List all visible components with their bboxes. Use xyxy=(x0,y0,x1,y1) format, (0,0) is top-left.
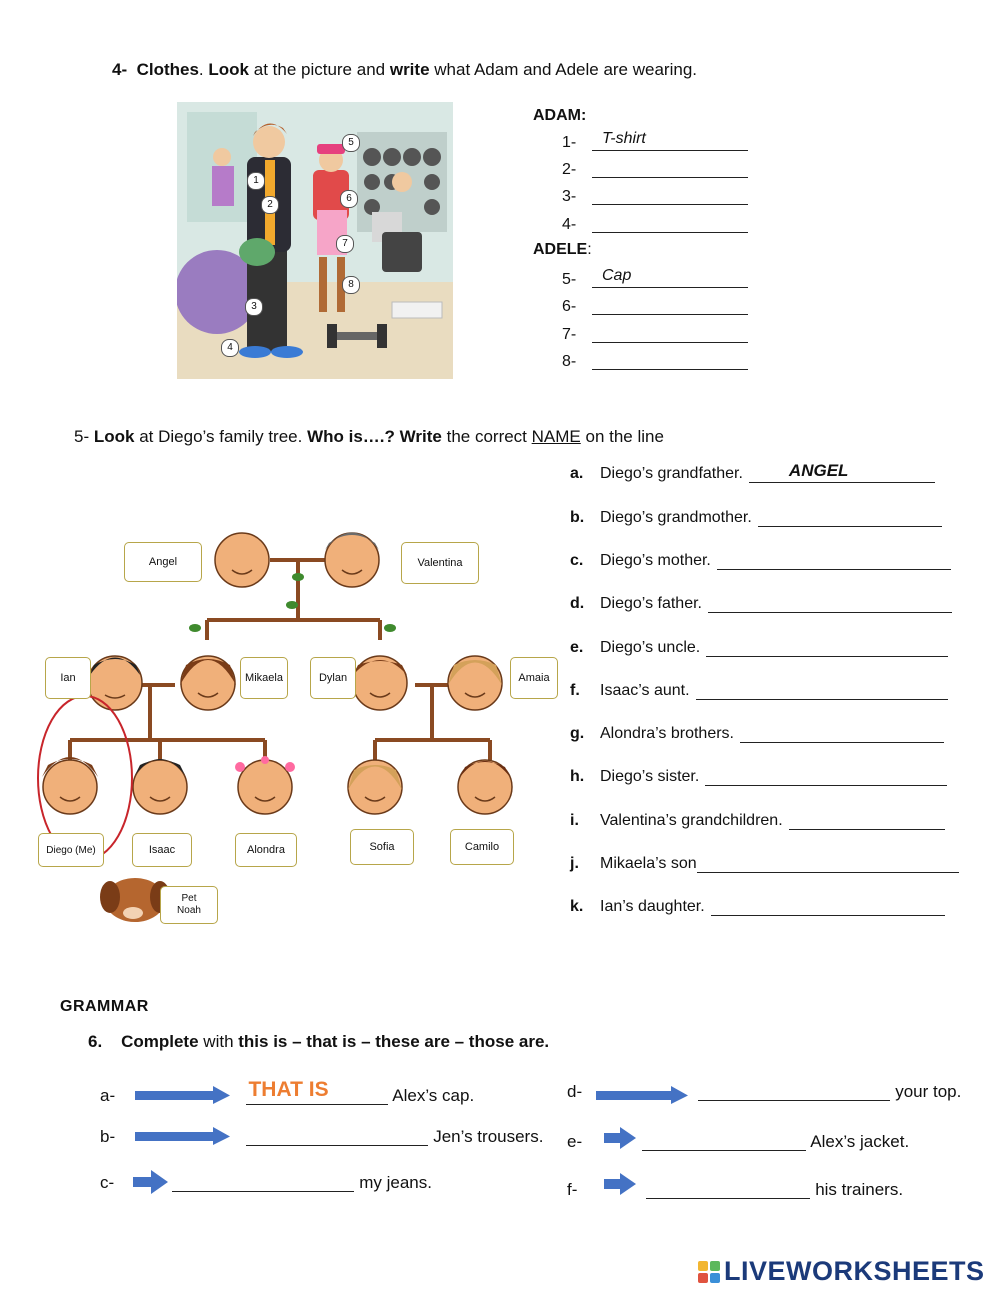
adele-label: ADELE: xyxy=(533,241,592,258)
answer-field-8[interactable] xyxy=(592,351,748,370)
answer-field-i[interactable] xyxy=(789,811,945,830)
word-look: Look xyxy=(93,427,135,446)
grammar-row-b: b- Jen’s trousers. xyxy=(100,1127,544,1146)
word-who-is: Who is….? xyxy=(307,427,395,446)
gym-picture xyxy=(177,102,453,379)
picture-number-8: 8 xyxy=(342,276,360,294)
tree-label-alondra: Alondra xyxy=(235,833,297,867)
answer-row-6: 6- xyxy=(562,296,748,316)
answer-row-7: 7- xyxy=(562,324,748,344)
picture-number-6: 6 xyxy=(340,190,358,208)
section5-instruction: 5- Look at Diego’s family tree. Who is….? Write the correct NAME on the line xyxy=(74,427,664,446)
question-g: g. Alondra’s brothers. xyxy=(570,724,944,743)
arrow-right-icon xyxy=(604,1127,636,1149)
logo-mark-icon xyxy=(698,1261,720,1283)
answer-field-3[interactable] xyxy=(592,186,748,205)
word-write: Write xyxy=(399,427,442,446)
word-complete: Complete xyxy=(121,1032,199,1051)
tree-label-isaac: Isaac xyxy=(132,833,192,867)
tree-label-dylan: Dylan xyxy=(310,657,356,699)
answer-field-k[interactable] xyxy=(711,897,945,916)
answer-field-e[interactable] xyxy=(706,638,948,657)
answer-field-grammar-c[interactable] xyxy=(172,1173,354,1192)
grammar-row-f: f- his trainers. xyxy=(567,1173,903,1200)
section6-number: 6. xyxy=(88,1032,103,1051)
answer-field-grammar-e[interactable] xyxy=(642,1132,806,1151)
question-e: e. Diego’s uncle. xyxy=(570,638,948,657)
answer-row-5: 5- Cap xyxy=(562,269,748,289)
tree-label-angel: Angel xyxy=(124,542,202,582)
question-h: h. Diego’s sister. xyxy=(570,767,947,786)
picture-number-3: 3 xyxy=(245,298,263,316)
section4-number: 4- xyxy=(112,60,128,79)
answer-row-1: 1- T-shirt xyxy=(562,132,748,152)
answer-row-8: 8- xyxy=(562,351,748,371)
adam-label: ADAM: xyxy=(533,107,587,124)
answer-row-3: 3- xyxy=(562,186,748,206)
word-clothes: Clothes xyxy=(136,60,199,79)
instruction-mid: at the picture and xyxy=(253,60,386,79)
answer-field-b[interactable] xyxy=(758,508,942,527)
tree-label-amaia: Amaia xyxy=(510,657,558,699)
family-tree-branches xyxy=(20,515,565,935)
section5-number: 5- xyxy=(74,427,90,446)
answer-field-g[interactable] xyxy=(740,724,944,743)
answer-field-c[interactable] xyxy=(717,551,951,570)
answer-field-5[interactable]: Cap xyxy=(592,269,748,288)
answer-row-2: 2- xyxy=(562,159,748,179)
tree-label-valentina: Valentina xyxy=(401,542,479,584)
answer-field-2[interactable] xyxy=(592,159,748,178)
tree-label-mikaela: Mikaela xyxy=(240,657,288,699)
tree-label-pet: Pet Noah xyxy=(160,886,218,924)
word-name: NAME xyxy=(531,427,581,446)
grammar-row-a: a- THAT IS Alex’s cap. xyxy=(100,1078,475,1105)
picture-number-4: 4 xyxy=(221,339,239,357)
arrow-right-icon xyxy=(596,1086,688,1104)
question-b: b. Diego’s grandmother. xyxy=(570,508,942,527)
answer-row-4: 4- xyxy=(562,214,748,234)
picture-number-7: 7 xyxy=(336,235,354,253)
question-c: c. Diego’s mother. xyxy=(570,551,951,570)
answer-field-6[interactable] xyxy=(592,296,748,315)
question-f: f. Isaac’s aunt. xyxy=(570,681,948,700)
dot: . xyxy=(198,60,204,79)
answer-field-j[interactable] xyxy=(697,854,959,873)
liveworksheets-logo: LIVEWORKSHEETS xyxy=(698,1256,985,1287)
word-write: write xyxy=(389,60,430,79)
grammar-row-d: d- your top. xyxy=(567,1082,961,1104)
answer-field-d[interactable] xyxy=(708,594,952,613)
gym-illustration xyxy=(177,102,453,379)
tree-label-diego: Diego (Me) xyxy=(38,833,104,867)
family-tree xyxy=(20,515,565,935)
question-a: a. Diego’s grandfather. ANGEL xyxy=(570,464,935,483)
arrow-right-icon xyxy=(135,1127,230,1145)
picture-number-2: 2 xyxy=(261,196,279,214)
picture-number-1: 1 xyxy=(247,172,265,190)
answer-field-grammar-b[interactable] xyxy=(246,1127,428,1146)
arrow-right-icon xyxy=(133,1170,168,1194)
question-j: j. Mikaela’s son xyxy=(570,854,959,873)
tree-label-sofia: Sofia xyxy=(350,829,414,865)
answer-field-grammar-a[interactable]: THAT IS xyxy=(246,1086,388,1105)
answer-field-1[interactable]: T-shirt xyxy=(592,132,748,151)
question-k: k. Ian’s daughter. xyxy=(570,897,945,916)
answer-field-f[interactable] xyxy=(696,681,948,700)
answer-field-4[interactable] xyxy=(592,214,748,233)
grammar-row-e: e- Alex’s jacket. xyxy=(567,1127,909,1152)
arrow-right-icon xyxy=(135,1086,230,1104)
word-look: Look xyxy=(208,60,249,79)
question-d: d. Diego’s father. xyxy=(570,594,952,613)
picture-number-5: 5 xyxy=(342,134,360,152)
instruction-end: what Adam and Adele are wearing. xyxy=(434,60,697,79)
section6-instruction: 6. Complete with this is – that is – these are – those are. xyxy=(88,1032,550,1051)
question-i: i. Valentina’s grandchildren. xyxy=(570,811,945,830)
grammar-row-c: c- my jeans. xyxy=(100,1170,432,1194)
answer-field-grammar-d[interactable] xyxy=(698,1082,890,1101)
answer-field-7[interactable] xyxy=(592,324,748,343)
grammar-title: GRAMMAR xyxy=(60,998,149,1015)
answer-field-a[interactable]: ANGEL xyxy=(749,464,935,483)
answer-field-grammar-f[interactable] xyxy=(646,1180,810,1199)
arrow-right-icon xyxy=(604,1173,636,1195)
tree-label-ian: Ian xyxy=(45,657,91,699)
section4-instruction xyxy=(112,60,697,80)
answer-field-h[interactable] xyxy=(705,767,947,786)
grammar-options: this is – that is – these are – those are. xyxy=(238,1032,550,1051)
tree-label-camilo: Camilo xyxy=(450,829,514,865)
